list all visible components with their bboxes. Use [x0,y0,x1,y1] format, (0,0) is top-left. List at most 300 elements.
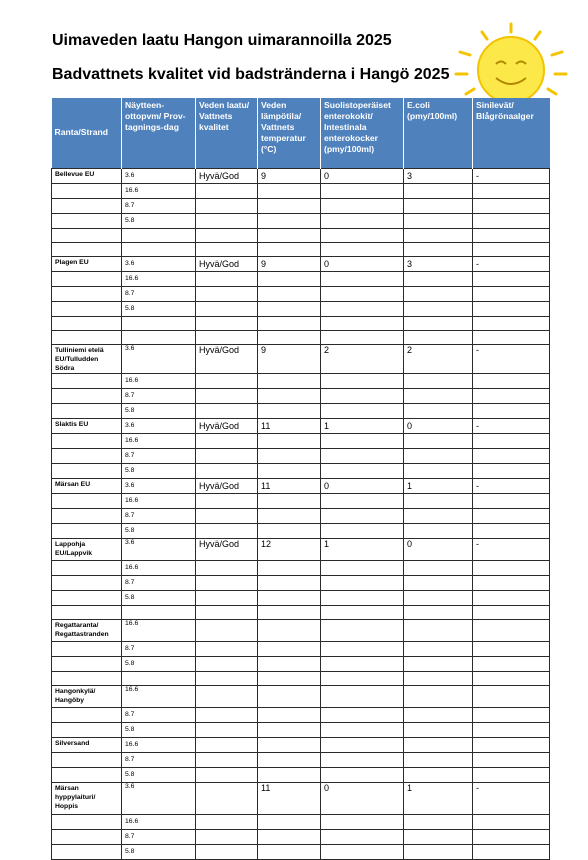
col-header-date: Näytteen-ottopvm/ Prov-tagnings-dag [122,98,196,168]
quality-cell [196,523,258,538]
temperature-cell [258,641,321,656]
beach-name-cell [52,656,122,671]
date-cell: 8.7 [122,508,196,523]
algae-cell [473,448,550,463]
algae-cell [473,619,550,641]
beach-name-cell: Tulliniemi etelä EU/Tulludden Södra [52,344,122,373]
empty-cell [196,671,258,685]
temperature-cell [258,844,321,859]
quality-cell [196,403,258,418]
blank-row [52,605,550,619]
enterococci-cell: 2 [321,344,404,373]
empty-cell [122,671,196,685]
beach-name-cell [52,523,122,538]
table-row [52,463,550,478]
date-cell: 3.6 [122,418,196,433]
algae-cell [473,560,550,575]
quality-cell [196,685,258,707]
ecoli-cell: 3 [404,168,473,183]
ecoli-cell [404,619,473,641]
date-cell: 5.8 [122,722,196,737]
ecoli-cell [404,722,473,737]
table-row [52,619,550,641]
enterococci-cell [321,844,404,859]
beach-name-cell: Lappohja EU/Lappvik [52,538,122,560]
temperature-cell: 11 [258,782,321,814]
date-cell: 5.8 [122,590,196,605]
ecoli-cell: 0 [404,538,473,560]
beach-name-cell: Slaktis EU [52,418,122,433]
temperature-cell [258,433,321,448]
enterococci-cell: 0 [321,478,404,493]
table-row [52,656,550,671]
algae-cell: - [473,418,550,433]
quality-cell [196,737,258,752]
empty-cell [52,671,122,685]
quality-cell [196,767,258,782]
ecoli-cell [404,198,473,213]
empty-cell [258,242,321,256]
table-row [52,433,550,448]
blank-row [52,242,550,256]
temperature-cell [258,685,321,707]
algae-cell: - [473,168,550,183]
enterococci-cell: 1 [321,418,404,433]
enterococci-cell [321,433,404,448]
quality-cell [196,656,258,671]
beach-name-cell [52,560,122,575]
algae-cell [473,271,550,286]
table-row [52,707,550,722]
enterococci-cell [321,388,404,403]
date-cell: 3.6 [122,344,196,373]
table-row [52,722,550,737]
beach-name-cell [52,433,122,448]
algae-cell [473,844,550,859]
algae-cell [473,198,550,213]
empty-cell [52,330,122,344]
enterococci-cell [321,722,404,737]
quality-cell: Hyvä/God [196,168,258,183]
algae-cell: - [473,256,550,271]
ecoli-cell [404,213,473,228]
ecoli-cell [404,829,473,844]
empty-cell [122,330,196,344]
col-header-ecoli: E.coli (pmy/100ml) [404,98,473,168]
algae-cell [473,523,550,538]
beach-name-cell: Silversand [52,737,122,752]
enterococci-cell [321,767,404,782]
table-row [52,478,550,493]
beach-name-cell: Märsan hyppylaituri/ Hoppis [52,782,122,814]
blank-row [52,330,550,344]
algae-cell [473,575,550,590]
ecoli-cell [404,373,473,388]
beach-name-cell [52,198,122,213]
beach-name-cell [52,722,122,737]
empty-cell [52,316,122,330]
algae-cell: - [473,538,550,560]
table-row [52,844,550,859]
enterococci-cell [321,508,404,523]
ecoli-cell [404,183,473,198]
algae-cell [473,286,550,301]
temperature-cell [258,183,321,198]
quality-cell [196,463,258,478]
enterococci-cell [321,286,404,301]
temperature-cell: 9 [258,168,321,183]
sun-icon [446,22,576,102]
temperature-cell [258,722,321,737]
table-row [52,782,550,814]
quality-cell [196,388,258,403]
ecoli-cell [404,844,473,859]
temperature-cell [258,707,321,722]
quality-cell [196,286,258,301]
algae-cell [473,373,550,388]
empty-cell [473,242,550,256]
ecoli-cell [404,814,473,829]
algae-cell [473,737,550,752]
table-row [52,388,550,403]
temperature-cell [258,508,321,523]
enterococci-cell [321,301,404,316]
date-cell: 8.7 [122,752,196,767]
algae-cell [473,685,550,707]
empty-cell [321,316,404,330]
temperature-cell: 12 [258,538,321,560]
date-cell: 8.7 [122,641,196,656]
quality-cell [196,722,258,737]
ecoli-cell [404,752,473,767]
quality-cell [196,707,258,722]
enterococci-cell [321,213,404,228]
ecoli-cell [404,448,473,463]
enterococci-cell [321,448,404,463]
temperature-cell [258,271,321,286]
temperature-cell [258,829,321,844]
quality-cell [196,213,258,228]
table-row [52,641,550,656]
beach-name-cell: Plagen EU [52,256,122,271]
temperature-cell: 9 [258,344,321,373]
col-header-algae: Sinilevät/ Blågrönaalger [473,98,550,168]
table-row [52,767,550,782]
beach-name-cell [52,388,122,403]
quality-cell [196,844,258,859]
quality-cell [196,829,258,844]
algae-cell [473,183,550,198]
blank-row [52,228,550,242]
temperature-cell [258,301,321,316]
empty-cell [321,605,404,619]
table-row [52,590,550,605]
algae-cell [473,590,550,605]
date-cell: 5.8 [122,463,196,478]
table-row [52,829,550,844]
blank-row [52,671,550,685]
beach-name-cell [52,844,122,859]
date-cell: 5.8 [122,767,196,782]
empty-cell [473,228,550,242]
beach-name-cell [52,575,122,590]
algae-cell [473,301,550,316]
algae-cell [473,463,550,478]
enterococci-cell [321,641,404,656]
title-finnish: Uimaveden laatu Hangon uimarannoilla 2025 [52,32,392,49]
empty-cell [321,242,404,256]
algae-cell: - [473,344,550,373]
quality-cell: Hyvä/God [196,344,258,373]
empty-cell [258,228,321,242]
col-header-enterococci: Suolistoperäiset enterokokit/ Intestinala enterokocker (pmy/100ml) [321,98,404,168]
enterococci-cell [321,656,404,671]
ecoli-cell: 2 [404,344,473,373]
date-cell: 3.6 [122,538,196,560]
beach-name-cell [52,286,122,301]
table-row [52,213,550,228]
table-row [52,523,550,538]
ecoli-cell [404,508,473,523]
date-cell: 5.8 [122,403,196,418]
beach-name-cell [52,752,122,767]
temperature-cell [258,560,321,575]
empty-cell [321,330,404,344]
temperature-cell: 9 [258,256,321,271]
algae-cell [473,814,550,829]
table-row [52,301,550,316]
date-cell: 16.6 [122,560,196,575]
beach-name-cell [52,493,122,508]
quality-cell: Hyvä/God [196,538,258,560]
quality-cell [196,752,258,767]
beach-name-cell [52,403,122,418]
temperature-cell [258,448,321,463]
empty-cell [473,330,550,344]
beach-name-cell [52,373,122,388]
empty-cell [404,330,473,344]
ecoli-cell [404,403,473,418]
quality-cell [196,198,258,213]
empty-cell [122,316,196,330]
quality-cell [196,271,258,286]
ecoli-cell [404,737,473,752]
empty-cell [196,242,258,256]
empty-cell [404,671,473,685]
date-cell: 16.6 [122,493,196,508]
algae-cell [473,641,550,656]
ecoli-cell [404,286,473,301]
date-cell: 16.6 [122,619,196,641]
beach-name-cell [52,463,122,478]
empty-cell [404,228,473,242]
quality-cell [196,508,258,523]
date-cell: 16.6 [122,737,196,752]
algae-cell [473,493,550,508]
temperature-cell [258,373,321,388]
empty-cell [321,228,404,242]
col-header-beach: Ranta/Strand [52,98,122,168]
quality-cell [196,433,258,448]
algae-cell [473,213,550,228]
beach-name-cell: Regattaranta/ Regattastranden [52,619,122,641]
date-cell: 16.6 [122,814,196,829]
ecoli-cell [404,301,473,316]
beach-name-cell [52,448,122,463]
quality-cell [196,575,258,590]
quality-cell [196,301,258,316]
table-row [52,403,550,418]
table-row [52,560,550,575]
enterococci-cell [321,373,404,388]
quality-cell [196,641,258,656]
table-body [52,168,550,859]
empty-cell [473,671,550,685]
ecoli-cell [404,523,473,538]
beach-name-cell [52,213,122,228]
empty-cell [258,330,321,344]
algae-cell: - [473,782,550,814]
date-cell: 5.8 [122,301,196,316]
table-row [52,737,550,752]
ecoli-cell [404,388,473,403]
quality-cell [196,590,258,605]
quality-cell [196,493,258,508]
header-row [52,98,550,168]
empty-cell [473,605,550,619]
date-cell: 3.6 [122,782,196,814]
enterococci-cell [321,737,404,752]
enterococci-cell: 1 [321,538,404,560]
water-quality-table [51,98,550,860]
date-cell: 5.8 [122,523,196,538]
ecoli-cell [404,560,473,575]
quality-cell [196,560,258,575]
enterococci-cell [321,560,404,575]
quality-cell: Hyvä/God [196,256,258,271]
enterococci-cell [321,829,404,844]
empty-cell [122,242,196,256]
algae-cell [473,508,550,523]
ecoli-cell [404,463,473,478]
quality-cell [196,782,258,814]
quality-cell [196,814,258,829]
date-cell: 8.7 [122,388,196,403]
enterococci-cell [321,707,404,722]
date-cell: 8.7 [122,198,196,213]
date-cell: 5.8 [122,844,196,859]
beach-name-cell [52,271,122,286]
title-swedish: Badvattnets kvalitet vid badstränderna i Hangö 2025 [52,66,450,83]
quality-cell [196,619,258,641]
table-row [52,373,550,388]
date-cell: 16.6 [122,183,196,198]
date-cell: 16.6 [122,373,196,388]
empty-cell [258,316,321,330]
date-cell: 8.7 [122,448,196,463]
algae-cell [473,752,550,767]
empty-cell [196,330,258,344]
date-cell: 3.6 [122,168,196,183]
algae-cell: - [473,478,550,493]
temperature-cell: 11 [258,478,321,493]
empty-cell [321,671,404,685]
quality-cell [196,373,258,388]
date-cell: 8.7 [122,575,196,590]
ecoli-cell [404,271,473,286]
algae-cell [473,722,550,737]
beach-name-cell: Hangonkylä/ Hangöby [52,685,122,707]
date-cell: 3.6 [122,478,196,493]
enterococci-cell [321,463,404,478]
ecoli-cell: 1 [404,478,473,493]
table-row [52,493,550,508]
col-header-temperature: Veden lämpötila/ Vattnets temperatur (°C) [258,98,321,168]
empty-cell [473,316,550,330]
temperature-cell [258,814,321,829]
date-cell: 5.8 [122,656,196,671]
table-row [52,418,550,433]
beach-name-cell: Märsan EU [52,478,122,493]
date-cell: 16.6 [122,271,196,286]
table-row [52,814,550,829]
enterococci-cell [321,685,404,707]
beach-name-cell [52,829,122,844]
enterococci-cell [321,752,404,767]
beach-name-cell [52,641,122,656]
ecoli-cell: 3 [404,256,473,271]
temperature-cell [258,286,321,301]
table-row [52,538,550,560]
temperature-cell [258,198,321,213]
temperature-cell [258,523,321,538]
algae-cell [473,829,550,844]
temperature-cell: 11 [258,418,321,433]
temperature-cell [258,493,321,508]
empty-cell [404,605,473,619]
table-row [52,168,550,183]
temperature-cell [258,575,321,590]
date-cell: 3.6 [122,256,196,271]
beach-name-cell [52,301,122,316]
empty-cell [404,242,473,256]
ecoli-cell [404,575,473,590]
temperature-cell [258,213,321,228]
enterococci-cell [321,523,404,538]
ecoli-cell: 0 [404,418,473,433]
empty-cell [52,242,122,256]
empty-cell [52,605,122,619]
ecoli-cell [404,685,473,707]
temperature-cell [258,767,321,782]
ecoli-cell [404,767,473,782]
table-row [52,575,550,590]
table-row [52,752,550,767]
beach-name-cell [52,183,122,198]
enterococci-cell [321,575,404,590]
empty-cell [122,605,196,619]
empty-cell [258,671,321,685]
enterococci-cell [321,271,404,286]
ecoli-cell [404,656,473,671]
blank-row [52,316,550,330]
table-row [52,271,550,286]
temperature-cell [258,590,321,605]
enterococci-cell [321,183,404,198]
date-cell: 5.8 [122,213,196,228]
empty-cell [52,228,122,242]
table-row [52,286,550,301]
